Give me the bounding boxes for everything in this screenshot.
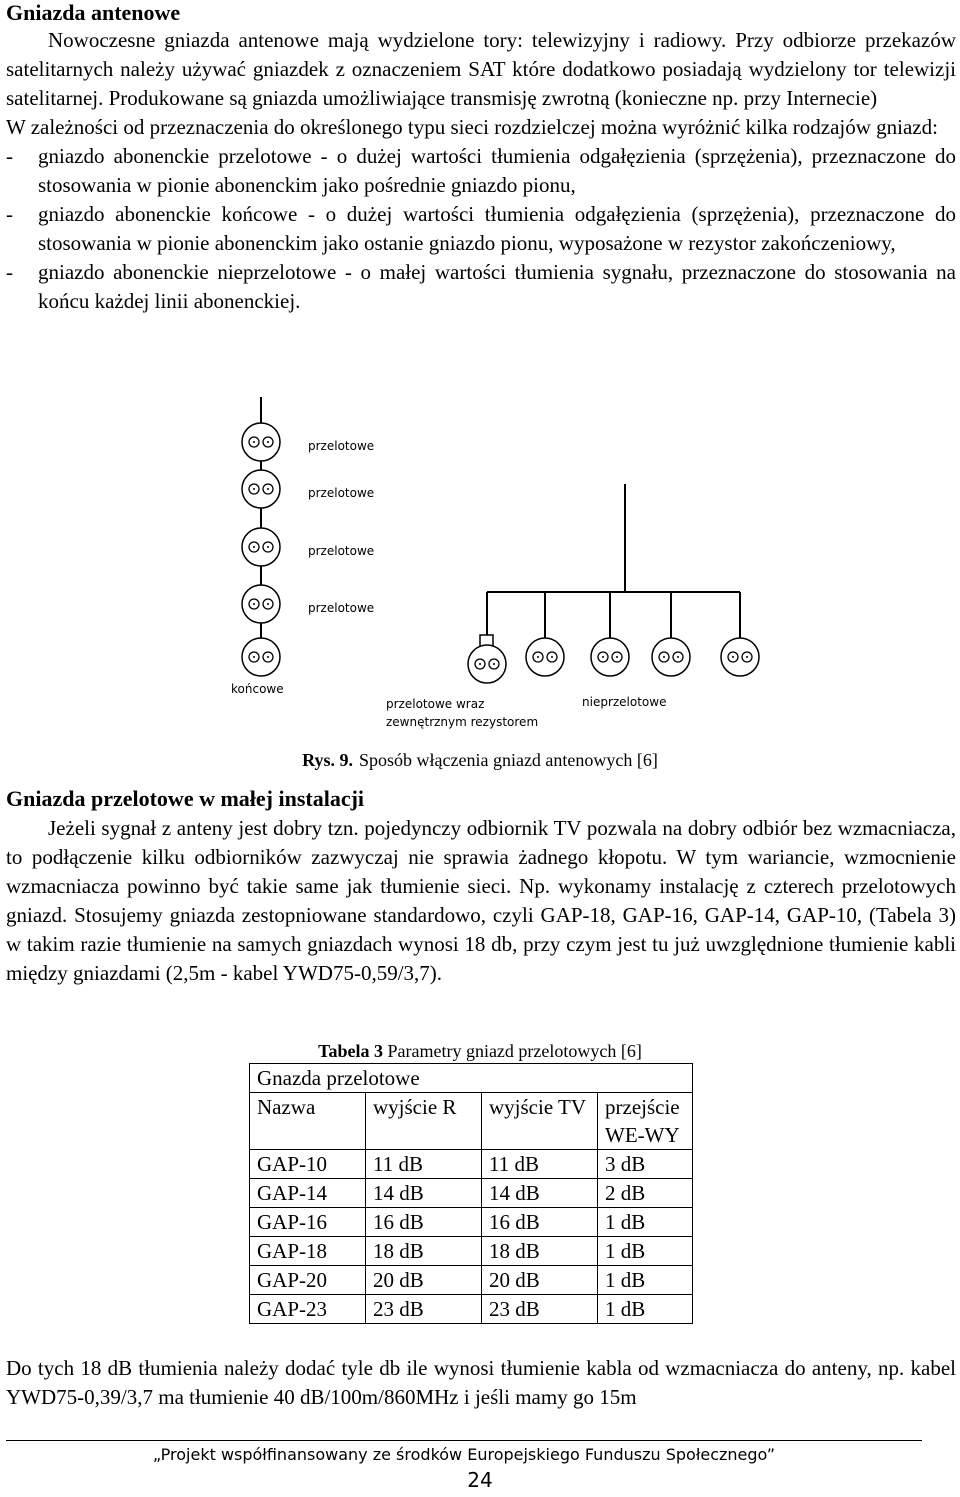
table-cell: 1 dB <box>598 1208 693 1237</box>
table-header-row <box>250 1093 693 1150</box>
table-cell: 20 dB <box>366 1266 482 1295</box>
section-heading: Gniazda antenowe <box>6 0 181 25</box>
socket-icon <box>591 638 629 676</box>
table-row <box>250 1208 693 1237</box>
section-heading: Gniazda przelotowe w małej instalacji <box>6 786 365 811</box>
table-cell: 18 dB <box>366 1237 482 1266</box>
page-number: 24 <box>467 1468 493 1492</box>
socket-icon <box>242 470 280 508</box>
socket-icon <box>526 638 564 676</box>
table-cell: 20 dB <box>482 1266 598 1295</box>
table-cell: 23 dB <box>482 1295 598 1324</box>
intro-paragraph: Nowoczesne gniazda antenowe mają wydzielone tory: telewizyjny i radiowy. Przy odbiorze przekazów satelitarnych należy używać gniazdek z oznaczeniem SAT które dodatkowo posiadają wydzielony tor telewizji satelitarnej. Produkowane są gniazda umożliwiające transmisję zwrotną (konieczne np. przy Internecie) <box>6 28 956 110</box>
table-cell: GAP-23 <box>250 1295 366 1324</box>
table-caption-number: Tabela 3 <box>318 1041 383 1061</box>
table-cell: 18 dB <box>482 1237 598 1266</box>
list-marker: - <box>6 144 13 168</box>
table-cell: 16 dB <box>366 1208 482 1237</box>
label-with-resistor-line1: przelotowe wraz <box>386 697 485 711</box>
figure-caption-text: Sposób włączenia gniazd antenowych [6] <box>358 750 658 770</box>
list-item-text: gniazdo abonenckie nieprzelotowe - o małej wartości tłumienia sygnału, przeznaczone do stosowania na końcu każdej linii abonenckiej. <box>38 260 956 313</box>
table-title-row <box>250 1064 693 1093</box>
section-small-installation <box>6 786 956 988</box>
list-item <box>6 142 956 200</box>
table-title: Gnazda przelotowe <box>250 1064 693 1093</box>
footer-text: „Projekt współfinansowany ze środków Europejskiego Funduszu Społecznego” <box>152 1445 776 1464</box>
list-item-text: gniazdo abonenckie końcowe - o dużej wartości tłumienia odgałęzienia (sprzężenia), przeznaczone do stosowania w pionie abonenckim jako ostanie gniazdo pionu, wyposażone w rezystor zakończeniowy, <box>38 202 956 255</box>
table-row <box>250 1237 693 1266</box>
figure-caption-number: Rys. 9. <box>302 750 353 770</box>
table-cell: GAP-18 <box>250 1237 366 1266</box>
list-marker: - <box>6 202 13 226</box>
table-cell: 14 dB <box>366 1179 482 1208</box>
table-row <box>250 1179 693 1208</box>
list-item-text: gniazdo abonenckie przelotowe - o dużej wartości tłumienia odgałęzienia (sprzężenia), przeznaczone do stosowania w pionie abonenckim jako pośrednie gniazdo pionu, <box>38 144 956 197</box>
table-cell: 1 dB <box>598 1237 693 1266</box>
table-caption <box>0 1039 960 1063</box>
section-antenna-sockets <box>6 0 956 316</box>
table-cell: 1 dB <box>598 1295 693 1324</box>
table-row <box>250 1266 693 1295</box>
list-item <box>6 258 956 316</box>
body-paragraph: Jeżeli sygnał z anteny jest dobry tzn. pojedynczy odbiornik TV pozwala na dobry odbiór bez wzmacniacza, to podłączenie kilku odbiorników zazwyczaj nie sprawia żadnego kłopotu. W tym wariancie, wzmocnienie wzmacniacza powinno być takie same jak tłumienie sieci. Np. wykonamy instalację z czterech przelotowych gniazd. Stosujemy gniazda zestopniowane standardowo, czyli GAP-18, GAP-16, GAP-14, GAP-10, (Tabela 3) w takim razie tłumienie na samych gniazdach wynosi 18 db, przy czym jest tu już uwzględnione tłumienie kabli między gniazdami (2,5m - kabel YWD75-0,59/3,7). <box>6 816 956 985</box>
table-row <box>250 1295 693 1324</box>
table-cell: 23 dB <box>366 1295 482 1324</box>
socket-icon <box>242 585 280 623</box>
table-cell: GAP-14 <box>250 1179 366 1208</box>
socket-icon <box>721 638 759 676</box>
label-pass-through: przelotowe <box>308 601 375 615</box>
body-paragraph: Do tych 18 dB tłumienia należy dodać tyle db ile wynosi tłumienie kabla od wzmacniacza do anteny, np. kabel YWD75-0,39/3,7 ma tłumienie 40 dB/100m/860MHz i jeśli mamy go 15m <box>6 1356 956 1409</box>
table-cell: 11 dB <box>482 1150 598 1179</box>
socket-icon <box>242 423 280 461</box>
table-cell: 1 dB <box>598 1266 693 1295</box>
list-item <box>6 200 956 258</box>
table-cell: 14 dB <box>482 1179 598 1208</box>
socket-icon <box>242 638 280 676</box>
label-with-resistor-line2: zewnętrznym rezystorem <box>386 715 539 729</box>
column-header: Nazwa <box>250 1093 366 1150</box>
table-cell: GAP-10 <box>250 1150 366 1179</box>
table-cell: 2 dB <box>598 1179 693 1208</box>
column-header: wyjście TV <box>482 1093 598 1150</box>
table-caption-text: Parametry gniazd przelotowych [6] <box>387 1041 642 1061</box>
parameters-table <box>249 1063 693 1324</box>
table-cell: 11 dB <box>366 1150 482 1179</box>
list-marker: - <box>6 260 13 284</box>
section-cable-attenuation <box>6 1354 956 1412</box>
table-row <box>250 1150 693 1179</box>
label-non-pass-through: nieprzelotowe <box>582 695 667 709</box>
figure-caption <box>0 748 960 772</box>
column-header: przejście WE-WY <box>598 1093 693 1150</box>
label-pass-through: przelotowe <box>308 544 375 558</box>
table-cell: GAP-20 <box>250 1266 366 1295</box>
table-cell: 16 dB <box>482 1208 598 1237</box>
socket-icon <box>652 638 690 676</box>
label-pass-through: przelotowe <box>308 439 375 453</box>
label-pass-through: przelotowe <box>308 486 375 500</box>
footer-divider <box>6 1440 922 1441</box>
socket-icon <box>468 645 506 683</box>
column-header: wyjście R <box>366 1093 482 1150</box>
table-cell: 3 dB <box>598 1150 693 1179</box>
label-terminal: końcowe <box>231 682 284 696</box>
socket-icon <box>242 528 280 566</box>
types-intro-paragraph: W zależności od przeznaczenia do określonego typu sieci rozdzielczej można wyróżnić kilka rodzajów gniazd: <box>6 115 938 139</box>
socket-connection-diagram <box>200 392 760 742</box>
table-cell: GAP-16 <box>250 1208 366 1237</box>
